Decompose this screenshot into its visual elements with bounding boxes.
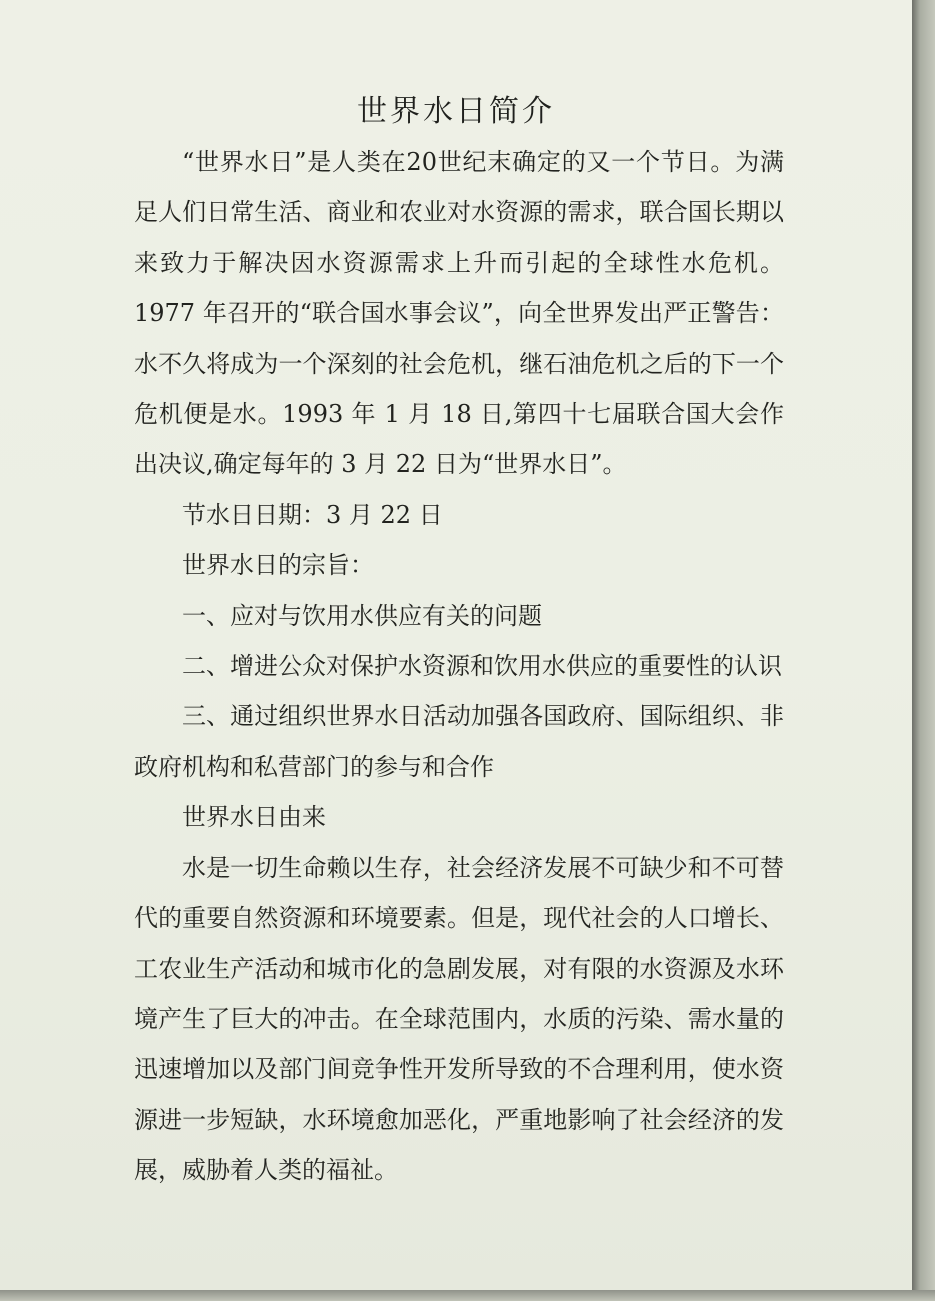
origin-paragraph: 水是一切生命赖以生存，社会经济发展不可缺少和不可替代的重要自然资源和环境要素。但是，现代社会的人口增长、工农业生产活动和城市化的急剧发展，对有限的水资源及水环境产生了巨大的冲击。在全球范围内，水质的污染、需水量的迅速增加以及部门间竞争性开发所导致的不合理利用，使水资源进一步短缺，水环境愈加恶化，严重地影响了社会经济的发展，威胁着人类的福祉。 (134, 853, 784, 1185)
purpose-item-3: 三、通过组织世界水日活动加强各国政府、国际组织、非政府机构和私营部门的参与和合作 (134, 702, 784, 781)
purpose-item-1: 一、应对与饮用水供应有关的问题 (182, 601, 542, 630)
intro-paragraph: “世界水日”是人类在20世纪末确定的又一个节日。为满足人们日常生活、商业和农业对水资源的需求，联合国长期以来致力于解决因水资源需求上升而引起的全球性水危机。1977 年召开的“联合国水事会议”，向全世界发出严正警告：水不久将成为一个深刻的社会危机，继石油危机之后的下一个危机便是水。1993 年 1 月 18 日,第四十七届联合国大会作出决议,确定每年的 3 月 22 日为“世界水日”。 (134, 148, 784, 479)
purpose-item-2: 二、增进公众对保护水资源和饮用水供应的重要性的认识 (182, 652, 782, 681)
document-title: 世界水日简介 (357, 94, 555, 129)
water-day-date: 节水日日期：3 月 22 日 (182, 500, 443, 529)
page-edge-shadow (912, 0, 935, 1301)
origin-heading: 世界水日由来 (182, 803, 326, 832)
page-bottom-shadow (0, 1290, 935, 1301)
document-body (134, 137, 784, 1196)
purpose-heading: 世界水日的宗旨： (182, 551, 374, 580)
